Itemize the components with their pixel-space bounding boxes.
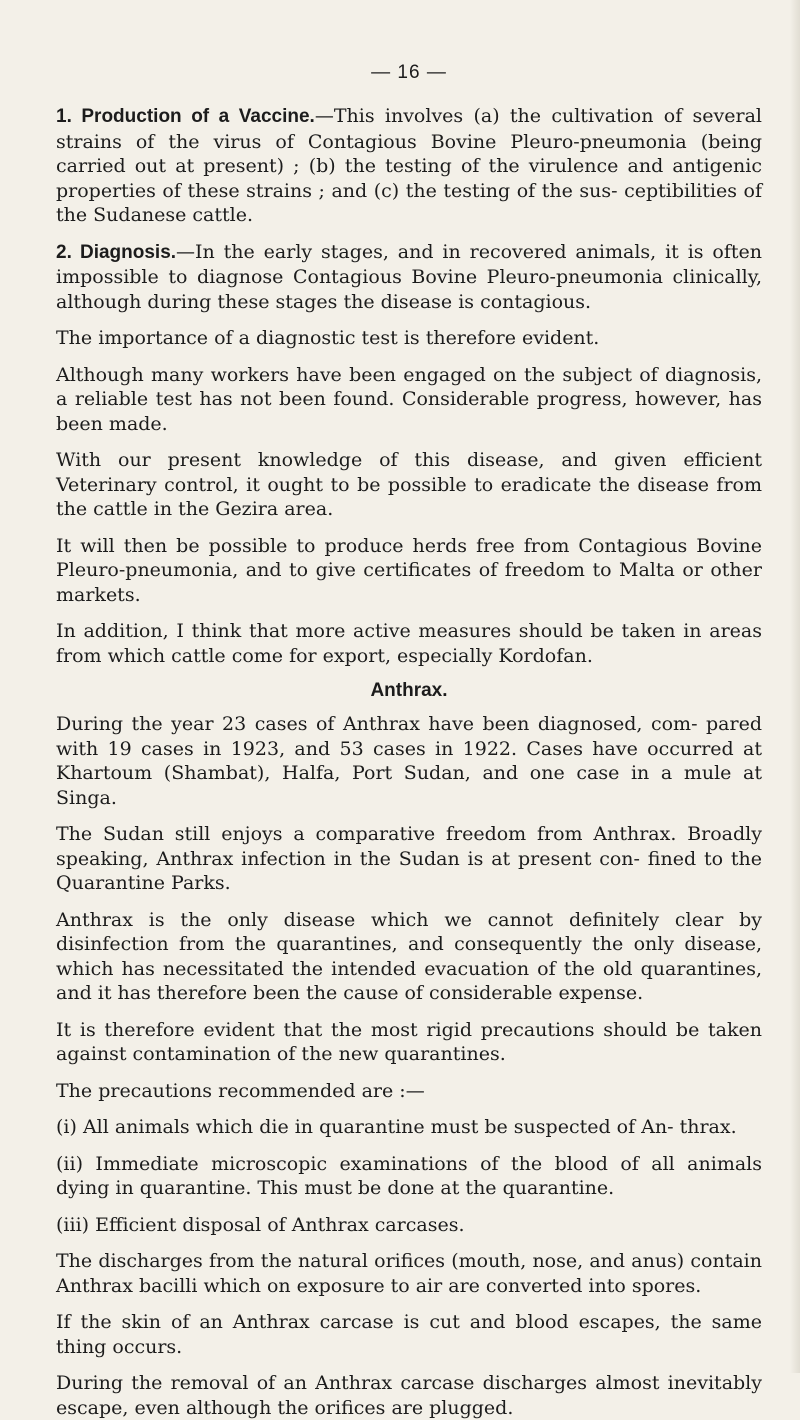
list-item-precaution: (ii) Immediate microscopic examinations of the blood of all animals dying in quarantine. This must be done at the quarantine. <box>56 1152 762 1199</box>
list-item-precaution: (iii) Efficient disposal of Anthrax carcases. <box>56 1213 465 1236</box>
paragraph: It will then be possible to produce herds free from Contagious Bovine Pleuro-pneumonia, and to give certificates of freedom to Malta or other markets. <box>56 534 762 606</box>
section-heading-vaccine: 1. Production of a Vaccine. <box>56 106 315 127</box>
paragraph: The precautions recommended are :— <box>56 1079 425 1102</box>
paragraph-diagnosis-text: —In the early stages, and in recovered animals, it is often impossible to diagnose Contagious Bovine Pleuro-pneumonia clinically, although during these stages the disease is contagious. <box>56 240 762 313</box>
paragraph: Although many workers have been engaged on the subject of diagnosis, a reliable test has not been found. Considerable progress, however, has been made. <box>56 363 762 435</box>
page-edge-shadow <box>790 0 800 1373</box>
paragraph: In addition, I think that more active measures should be taken in areas from which cattle come for export, especially Kordofan. <box>56 620 762 667</box>
paragraph-vaccine-text: —This involves (a) the cultivation of several strains of the virus of Contagious Bovine Pleuro-pneumonia (being carried out at present) ; (b) the testing of the virulence and antigenic properties of these strains ; and (c) the testing of the sus- ceptibilities of the Sudanese cattle. <box>56 105 762 226</box>
section-heading-anthrax: Anthrax. <box>370 680 448 701</box>
paragraph-vaccine <box>56 104 762 228</box>
paragraph: With our present knowledge of this disease, and given efficient Veterinary control, it ought to be possible to eradicate the disease from the cattle in the Gezira area. <box>56 449 762 520</box>
paragraph: If the skin of an Anthrax carcase is cut and blood escapes, the same thing occurs. <box>56 1311 762 1358</box>
page-number: — 16 — <box>371 62 447 83</box>
paragraph: Anthrax is the only disease which we cannot definitely clear by disinfection from the quarantines, and consequently the only disease, which has necessitated the intended evacuation of the old quarantines, and it has therefore been the cause of considerable expense. <box>56 908 762 1004</box>
paragraph: The importance of a diagnostic test is therefore evident. <box>56 327 600 349</box>
list-item-precaution: (i) All animals which die in quarantine must be suspected of An- thrax. <box>56 1116 737 1138</box>
section-heading-diagnosis: 2. Diagnosis. <box>56 241 177 263</box>
paragraph: During the year 23 cases of Anthrax have been diagnosed, com- pared with 19 cases in 1923, and 53 cases in 1922. Cases have occurred at Khartoum (Shambat), Halfa, Port Sudan, and one case in a mule at Singa. <box>56 713 762 809</box>
paragraph-diagnosis <box>56 240 762 315</box>
paragraph: It is therefore evident that the most rigid precautions should be taken against contamination of the new quarantines. <box>56 1018 762 1065</box>
paragraph: The discharges from the natural orifices (mouth, nose, and anus) contain Anthrax bacilli which on exposure to air are converted into spores. <box>56 1250 762 1297</box>
paragraph: During the removal of an Anthrax carcase discharges almost inevitably escape, even although the orifices are plugged. <box>56 1372 762 1419</box>
paragraph: The Sudan still enjoys a comparative freedom from Anthrax. Broadly speaking, Anthrax infection in the Sudan is at present con- fined to the Quarantine Parks. <box>56 823 762 894</box>
